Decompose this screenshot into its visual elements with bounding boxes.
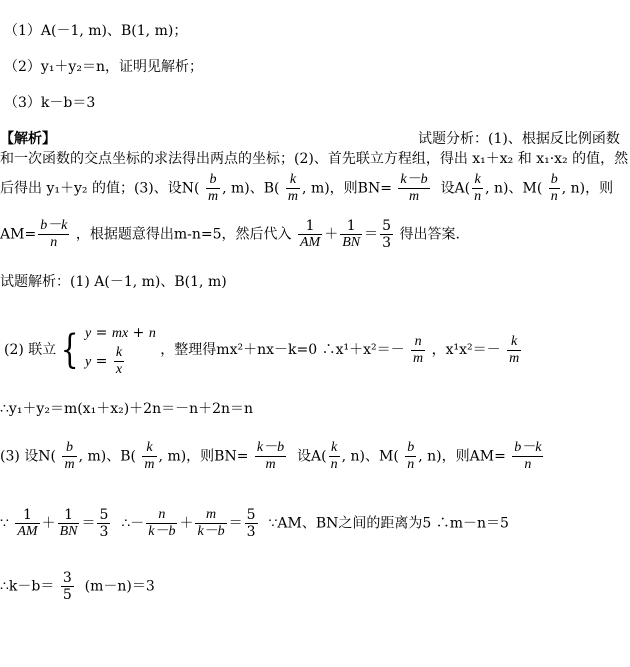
analysis-intro: 试题分析：(1)、根据反比例函数 (418, 131, 620, 147)
solution-title: 试题解析：(1) A(－1, m)、B(1, m) (0, 274, 227, 290)
answer-1: （1）A(－1, m)、B(1, m)； (4, 23, 188, 39)
step-4-text: ∵AM、BN之间的距离为5 ∴m－n＝5 (268, 515, 509, 532)
step-5-prefix: ∴k－b＝ (0, 578, 55, 595)
step-4-therefore: ∴－ (121, 515, 145, 532)
step-5-suffix: (m－n)＝3 (84, 578, 155, 595)
analysis-heading: 【解析】 (0, 131, 56, 147)
analysis-line-3-prefix: 后得出 y₁＋y₂ 的值；(3)、设N( (0, 180, 200, 197)
step-2: (2) 联立 { y = mx + n y = $\frac{k}{x}$ ，整理得mx²＋nx－k=0 ∴x¹＋x²＝－ $\frac{n}{m}$ ，x¹x²＝－ $\frac{k}{m}$ (4, 325, 520, 377)
step-2-text-2: ，x¹x²＝－ (431, 342, 501, 358)
step-3: (3) 设N( $\frac{b}{m}$ , m)、B( $\frac{k}{m}$ , m)，则BN= $\frac{k-b}{m}$ 设A( $\frac{k}{n}$ , n)、M( $\frac{b}{n}$ , n)，则AM= $\frac{b-k}{n}$ (0, 440, 542, 472)
answer-3: （3）k－b＝3 (4, 95, 96, 111)
analysis-line-4-mid: ，根据题意得出m-n=5，然后代入 (75, 226, 292, 243)
analysis-line-3: 后得出 y₁＋y₂ 的值；(3)、设N( $\frac{b}{m}$ , m)、B( $\frac{k}{m}$ , m)，则BN= $\frac{k-b}{m}$ 设A( $\frac{k}{n}$ , n)、M( $\frac{b}{n}$ , n)，则 (0, 172, 614, 204)
step-4: ∵ $\frac{1}{AM}$ ＋ $\frac{1}{BN}$ ＝ $\frac{5}{3}$ ∴－ $\frac{n}{k-b}$ ＋ $\frac{m}{k-b}$ ＝ $\frac{5}{3}$ ∵AM、BN之间的距离为5 ∴m－n＝5 (0, 507, 509, 540)
answer-2: （2）y₁＋y₂＝n，证明见解析； (4, 59, 203, 75)
step-5: ∴k－b＝ $\frac{3}{5}$ (m－n)＝3 (0, 570, 155, 603)
step-4-because: ∵ (0, 515, 9, 532)
analysis-line-4: AM= $\frac{b-k}{n}$ ，根据题意得出m-n=5，然后代入 $\frac{1}{AM}$ ＋ $\frac{1}{BN}$ ＝ $\frac{5}{3}$ 得出答案. (0, 218, 460, 251)
analysis-line-2: 和一次函数的交点坐标的求法得出两点的坐标；(2)、首先联立方程组，得出 x₁＋x₂ 和 x₁·x₂ 的值，然 (0, 151, 629, 167)
step-2-y: ∴y₁＋y₂＝m(x₁＋x₂)＋2n＝－n＋2n＝n (0, 401, 254, 417)
analysis-line-4-end: 得出答案. (399, 226, 460, 243)
step-2-label: (2) 联立 (4, 342, 57, 358)
step-2-text-1: ，整理得mx²＋nx－k=0 ∴x¹＋x²＝－ (160, 342, 405, 358)
step-3-label: (3) 设N( (0, 448, 56, 465)
